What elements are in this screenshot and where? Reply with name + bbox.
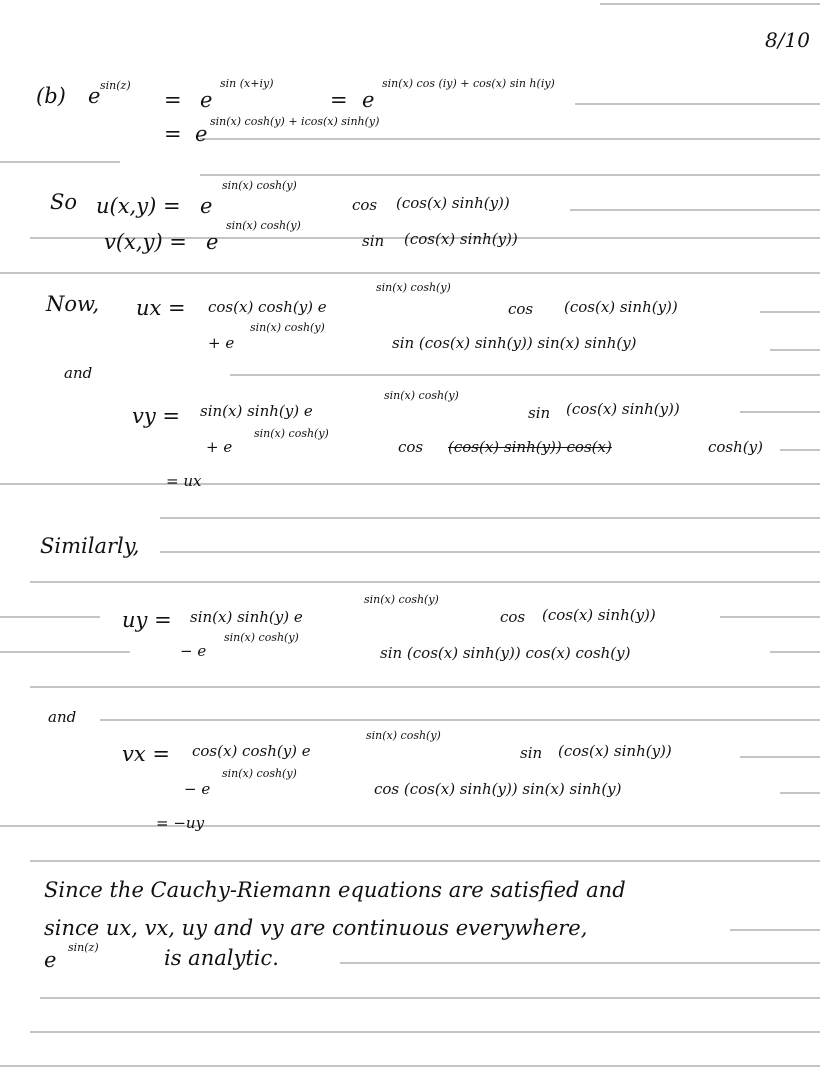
expression-text: cos(x) cosh(y) e [208,298,327,316]
page-number: 8/10 [765,28,810,52]
function-argument: (cos(x) sinh(y)) [558,742,672,760]
equals-sign: = [330,88,348,112]
struck-out-text: (cos(x) sinh(y)) cos(x) [448,438,612,456]
now-label: Now, [46,292,100,316]
vy-equals-ux: = ux [166,472,202,490]
and-label: and [48,708,77,726]
expression-text: sin(x) sinh(y) e [200,402,313,420]
expression-text: − e [184,780,211,798]
expression-text: sin (cos(x) sinh(y)) sin(x) sinh(y) [392,334,637,352]
expression-text: cos (cos(x) sinh(y)) sin(x) sinh(y) [374,780,622,798]
u-definition-lhs: u(x,y) = [96,194,181,218]
expression-text: + e [206,438,233,456]
function-argument: (cos(x) sinh(y)) [396,194,510,212]
function-name: sin [528,404,551,422]
conclusion-line-2: since ux, vx, uy and vy are continuous everywhere, [44,916,588,940]
exponent: sin(x) cosh(y) [366,729,441,742]
similarly-label: Similarly, [40,534,140,558]
ux-lhs: ux = [136,296,186,320]
function-name: sin [362,232,385,250]
vy-lhs: vy = [132,404,180,428]
expression-text: cosh(y) [708,438,763,456]
function-argument: (cos(x) sinh(y)) [404,230,518,248]
and-label: and [64,364,93,382]
part-b-label: (b) [36,84,66,108]
exponent: sin(x) cosh(y) [384,389,459,402]
exponent: sin(x) cosh(y) + icos(x) sinh(y) [210,115,380,128]
expression-text: − e [180,642,207,660]
v-definition-lhs: v(x,y) = [104,230,187,254]
exponent: sin(z) [68,941,99,954]
exponent: sin(x) cosh(y) [250,321,325,334]
exponent: sin(z) [100,79,131,92]
conclusion-line-1: Since the Cauchy-Riemann equations are satisfied and [44,878,626,902]
exponent: sin(x) cosh(y) [224,631,299,644]
equals-sign: = [164,88,182,112]
vx-equals-minus-uy: = −uy [156,814,205,832]
function-argument: (cos(x) sinh(y)) [566,400,680,418]
vx-lhs: vx = [122,742,170,766]
exponent: sin(x) cosh(y) [222,179,297,192]
expression-text: cos(x) cosh(y) e [192,742,311,760]
function-argument: (cos(x) sinh(y)) [542,606,656,624]
function-name: cos [398,438,424,456]
expression-text: sin (cos(x) sinh(y)) cos(x) cosh(y) [380,644,631,662]
so-label: So [50,190,78,214]
exp-base: e [362,88,375,112]
exponent: sin(x) cosh(y) [376,281,451,294]
function-name: sin [520,744,543,762]
exponent: sin(x) cosh(y) [222,767,297,780]
equals-sign: = [164,122,182,146]
exp-base: e [200,194,213,218]
exp-base: e [206,230,219,254]
exp-base: e [88,84,101,108]
exp-base: e [44,948,57,972]
exp-base: e [200,88,213,112]
exponent: sin(x) cosh(y) [226,219,301,232]
exponent: sin (x+iy) [220,77,274,90]
exponent: sin(x) cosh(y) [254,427,329,440]
exp-base: e [195,122,208,146]
function-name: cos [352,196,378,214]
exponent: sin(x) cos (iy) + cos(x) sin h(iy) [382,77,555,90]
expression-text: + e [208,334,235,352]
conclusion-line-3: is analytic. [164,946,279,970]
function-name: cos [500,608,526,626]
uy-lhs: uy = [122,608,172,632]
function-name: cos [508,300,534,318]
function-argument: (cos(x) sinh(y)) [564,298,678,316]
expression-text: sin(x) sinh(y) e [190,608,303,626]
exponent: sin(x) cosh(y) [364,593,439,606]
